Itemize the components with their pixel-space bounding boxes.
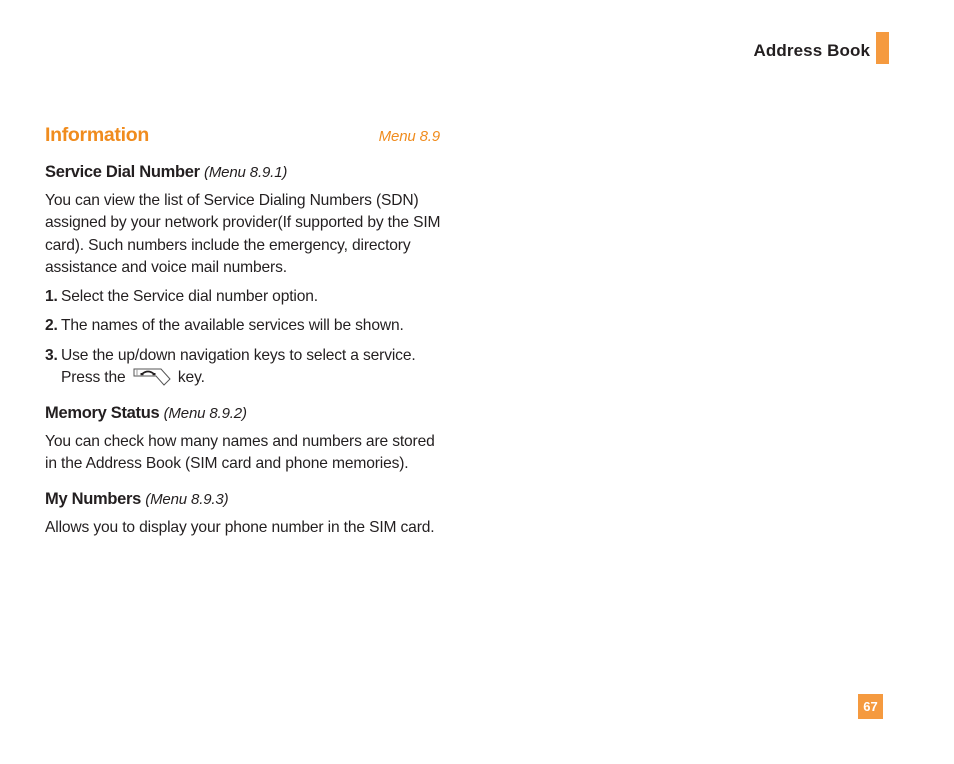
step-text-before: Use the up/down navigation keys to select a service. Press the	[61, 346, 416, 386]
send-call-key-icon	[133, 367, 171, 387]
step-text-after: key.	[177, 369, 205, 386]
service-dial-heading	[45, 161, 445, 184]
page-content	[45, 124, 445, 539]
step-text: Select the Service dial number option.	[61, 287, 318, 305]
step-number: 3.	[45, 346, 58, 364]
service-dial-body: You can view the list of Service Dialing Numbers (SDN) assigned by your network provider(If supported by the SIM card). Such numbers include the emergency, directory assistance and voice mail numbers.	[45, 191, 441, 276]
step-item	[45, 315, 445, 338]
my-numbers-body: Allows you to display your phone number in the SIM card.	[45, 518, 435, 536]
section-title: Information	[45, 124, 149, 146]
step-number: 1.	[45, 287, 58, 305]
service-dial-steps	[45, 286, 445, 390]
step-number: 2.	[45, 317, 58, 334]
section-menu-number: Menu 8.9	[378, 128, 440, 145]
my-numbers-title: My Numbers	[45, 489, 142, 508]
memory-status-title: Memory Status	[45, 403, 160, 422]
my-numbers-heading	[45, 488, 445, 511]
chapter-tab-marker	[876, 32, 889, 64]
step-text: The names of the available services will be shown.	[61, 317, 404, 334]
service-dial-title: Service Dial Number	[45, 162, 200, 181]
service-dial-menu: (Menu 8.9.1)	[203, 163, 288, 181]
step-item	[45, 345, 445, 390]
step-item	[45, 286, 445, 309]
memory-status-body: You can check how many names and numbers are stored in the Address Book (SIM card and phone memories).	[45, 432, 435, 472]
memory-status-menu: (Menu 8.9.2)	[163, 404, 247, 422]
memory-status-heading	[45, 402, 445, 425]
my-numbers-menu: (Menu 8.9.3)	[145, 490, 229, 508]
chapter-title: Address Book	[753, 41, 870, 60]
page-number: 67	[858, 694, 883, 719]
step-text	[61, 345, 445, 390]
section-heading	[45, 124, 440, 149]
